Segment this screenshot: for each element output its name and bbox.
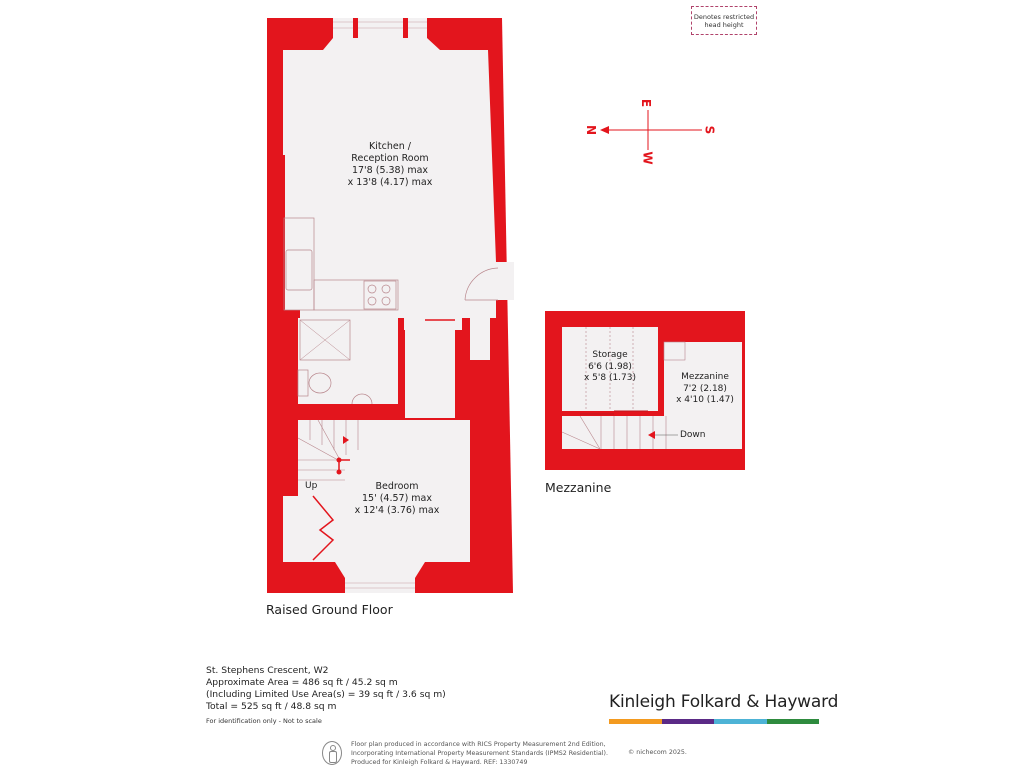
room-name: Kitchen / (369, 141, 411, 152)
compass-north-label: N (584, 124, 599, 136)
disclaimer: For identification only - Not to scale (206, 717, 322, 725)
footer-text (351, 740, 608, 767)
room-label-mezzanine (670, 372, 740, 407)
footer-line-2: Incorporating International Property Measurement Standards (IPMS2 Residential). (351, 750, 608, 757)
brand-bar-purple (662, 719, 715, 724)
floor-title-raised-ground: Raised Ground Floor (266, 602, 393, 617)
room-dimension: 17'8 (5.38) max (351, 165, 429, 176)
room-name: Mezzanine (681, 372, 729, 382)
floor-title-mezzanine: Mezzanine (545, 480, 612, 495)
room-dimension: x 13'8 (4.17) max (347, 177, 433, 188)
footer-line-3: Produced for Kinleigh Folkard & Hayward. REF: 1330749 (351, 759, 528, 766)
room-name-line2: Reception Room (351, 153, 429, 164)
room-dimension: x 4'10 (1.47) (676, 395, 734, 405)
room-name: Bedroom (375, 481, 419, 492)
brand-color-bar (609, 719, 819, 724)
total-area: Total = 525 sq ft / 48.8 sq m (206, 701, 337, 712)
brand-bar-orange (609, 719, 662, 724)
stairs-up-label: Up (305, 481, 318, 491)
room-label-bedroom (342, 481, 452, 517)
footer-line-1: Floor plan produced in accordance with RICS Property Measurement 2nd Edition, (351, 741, 606, 748)
address: St. Stephens Crescent, W2 (206, 665, 329, 676)
room-label-kitchen-reception (335, 141, 445, 189)
property-info (206, 665, 446, 727)
brand-bar-green (767, 719, 820, 724)
person-icon (322, 741, 342, 765)
restricted-head-height-legend (691, 6, 757, 35)
compass-rose (600, 110, 702, 150)
compass-west-label: W (640, 151, 655, 165)
room-dimension: 6'6 (1.98) (588, 361, 632, 372)
brand-logo-text: Kinleigh Folkard & Hayward (609, 692, 839, 712)
stairs-down-label: Down (680, 430, 706, 440)
room-dimension: 15' (4.57) max (361, 493, 432, 504)
compass-east-label: E (639, 98, 654, 108)
brand-bar-blue (714, 719, 767, 724)
room-dimension: x 12'4 (3.76) max (354, 505, 440, 516)
room-dimension: x 5'8 (1.73) (583, 373, 637, 383)
room-label-storage (572, 350, 648, 385)
approximate-area: Approximate Area = 486 sq ft / 45.2 sq m (206, 677, 398, 688)
room-dimension: 7'2 (2.18) (683, 383, 727, 394)
legend-text: Denotes restricted head height (693, 13, 755, 29)
room-name: Storage (592, 350, 628, 360)
limited-use-area: (Including Limited Use Area(s) = 39 sq ft / 3.6 sq m) (206, 689, 446, 700)
compass-south-label: S (702, 125, 717, 135)
copyright: © nichecom 2025. (628, 749, 687, 756)
